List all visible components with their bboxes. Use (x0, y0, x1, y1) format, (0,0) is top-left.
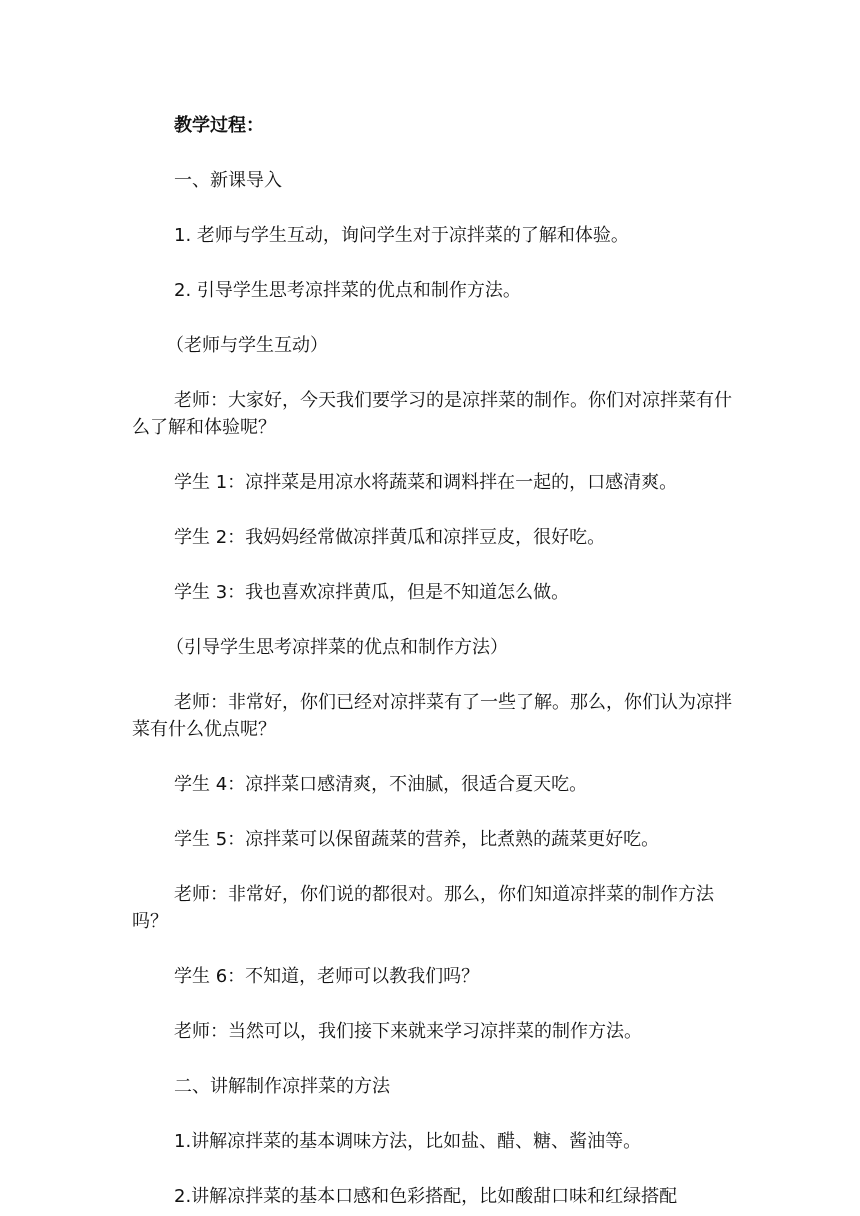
document-body (132, 112, 732, 1210)
dialogue-line: 学生 2：我妈妈经常做凉拌黄瓜和凉拌豆皮，很好吃。 (174, 527, 606, 548)
dialogue-line: 学生 5：凉拌菜可以保留蔬菜的营养，比煮熟的蔬菜更好吃。 (174, 829, 660, 850)
list-item: 1. 老师与学生互动，询问学生对于凉拌菜的了解和体验。 (174, 225, 629, 246)
section-title-intro: 一、新课导入 (174, 170, 282, 191)
dialogue-line: 老师：当然可以，我们接下来就来学习凉拌菜的制作方法。 (174, 1021, 642, 1042)
dialogue-line: 老师：大家好，今天我们要学习的是凉拌菜的制作。你们对凉拌菜有什么了解和体验呢？ (132, 390, 732, 438)
section-title-method: 二、讲解制作凉拌菜的方法 (174, 1076, 390, 1097)
list-item: 1.讲解凉拌菜的基本调味方法，比如盐、醋、糖、酱油等。 (174, 1131, 642, 1152)
dialogue-line: 学生 4：凉拌菜口感清爽，不油腻，很适合夏天吃。 (174, 774, 588, 795)
list-item: 2. 引导学生思考凉拌菜的优点和制作方法。 (174, 280, 521, 301)
dialogue-line: 老师：非常好，你们说的都很对。那么，你们知道凉拌菜的制作方法吗？ (132, 884, 714, 932)
stage-note: （老师与学生互动） (166, 335, 328, 356)
dialogue-line: 学生 6：不知道，老师可以教我们吗？ (174, 966, 480, 987)
section-heading: 教学过程： (174, 115, 264, 136)
dialogue-line: 学生 1：凉拌菜是用凉水将蔬菜和调料拌在一起的，口感清爽。 (174, 472, 678, 493)
list-item: 2.讲解凉拌菜的基本口感和色彩搭配，比如酸甜口味和红绿搭配 (174, 1186, 678, 1207)
dialogue-line: 老师：非常好，你们已经对凉拌菜有了一些了解。那么，你们认为凉拌菜有什么优点呢？ (132, 692, 732, 740)
stage-note: （引导学生思考凉拌菜的优点和制作方法） (166, 637, 508, 658)
dialogue-line: 学生 3：我也喜欢凉拌黄瓜，但是不知道怎么做。 (174, 582, 570, 603)
